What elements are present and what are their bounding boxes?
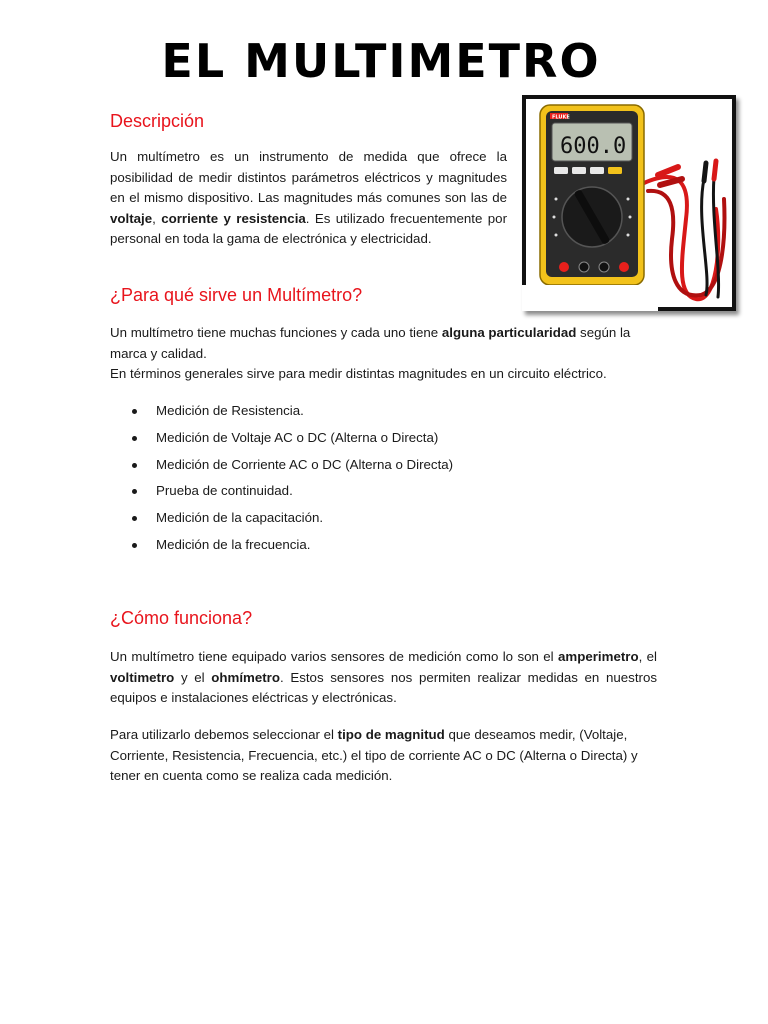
heading-descripcion: Descripción — [110, 111, 205, 131]
bullet-icon — [132, 516, 137, 521]
bold-ohmimetro: ohmímetro — [211, 669, 280, 685]
list-item: Medición de Corriente AC o DC (Alterna o Directa) — [110, 452, 650, 479]
como-paragraph-2: Para utilizarlo debemos seleccionar el tipo de magnitud que deseamos medir, (Voltaje, Corriente, Resistencia, Frecuencia, etc.) el tipo de corriente AC o DC (Alterna o Directa) y tener en cuenta como se realiza cada medición. — [110, 727, 638, 783]
bullet-icon — [132, 463, 137, 468]
uses-list — [110, 398, 650, 559]
list-item: Medición de la capacitación. — [110, 505, 650, 532]
bold-voltimetro: voltimetro — [110, 669, 175, 685]
multimeter-illustration — [526, 99, 732, 307]
bullet-icon — [132, 489, 137, 494]
heading-como-funciona: ¿Cómo funciona? — [110, 608, 253, 628]
bold-corriente-resistencia: corriente y resistencia — [161, 210, 306, 226]
multimeter-photo — [522, 95, 736, 311]
bold-amperimetro: amperimetro — [558, 649, 639, 664]
document-title: EL MULTIMETRO — [161, 34, 601, 88]
descripcion-paragraph: Un multímetro es un instrumento de medida que ofrece la posibilidad de medir distintos parámetros eléctricos y magnitudes en el mismo dispositivo. Las magnitudes más comunes son las de voltaje, corriente y resistencia. Es utilizado frecuentemente por personal en toda la gama de electrónica y electricidad. — [110, 149, 507, 246]
bold-tipo-de-magnitud: tipo de magnitud — [337, 727, 445, 742]
list-item: Medición de la frecuencia. — [110, 532, 650, 559]
heading-para-que-sirve: ¿Para qué sirve un Multímetro? — [110, 285, 363, 305]
bullet-icon — [132, 543, 137, 548]
bold-voltaje: voltaje — [110, 210, 153, 226]
para-que-line-2: En términos generales sirve para medir distintas magnitudes en un circuito eléctrico. — [110, 366, 607, 381]
list-item: Prueba de continuidad. — [110, 478, 650, 505]
para-que-paragraph: Un multímetro tiene muchas funciones y cada uno tiene alguna particularidad según la marca y calidad. En términos generales sirve para medir distintas magnitudes en un circuito eléctrico. — [110, 325, 631, 381]
bold-alguna-particularidad: alguna particularidad — [441, 325, 577, 340]
list-item: Medición de Resistencia. — [110, 398, 650, 425]
photo-overlap-mask — [522, 285, 658, 311]
bullet-icon — [132, 409, 137, 414]
list-item: Medición de Voltaje AC o DC (Alterna o Directa) — [110, 425, 650, 452]
bullet-icon — [132, 436, 137, 441]
como-paragraph-1: Un multímetro tiene equipado varios sensores de medición como lo son el amperimetro, el voltimetro y el ohmímetro. Estos sensores nos permiten realizar medidas en nuestros equipos e instalaciones eléctricas y electrónicas. — [110, 649, 658, 705]
svg-text:600.0: 600.0 — [560, 134, 627, 159]
svg-text:FLUKE: FLUKE — [552, 114, 570, 121]
